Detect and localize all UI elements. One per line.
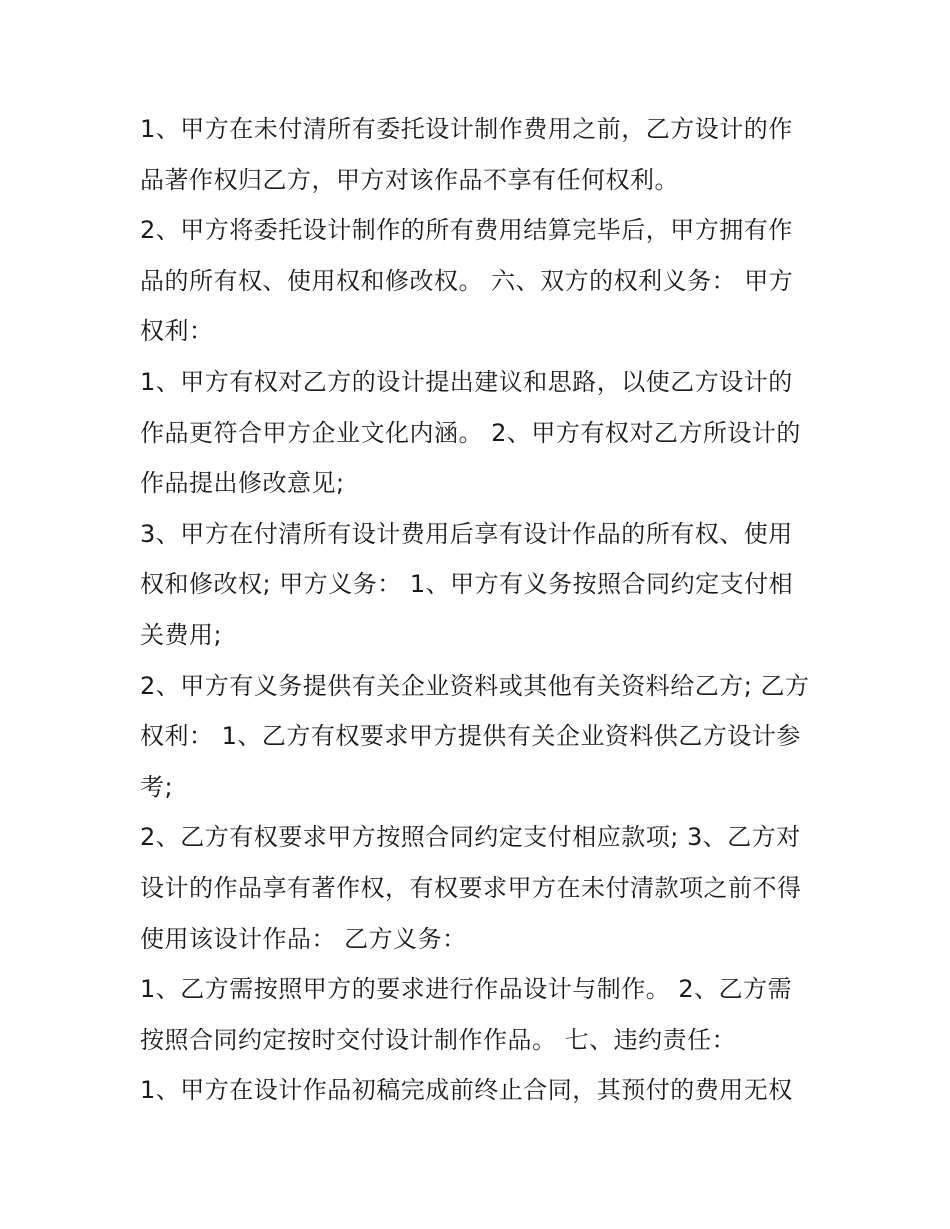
text-line: 设计的作品享有著作权，有权要求甲方在未付清款项之前不得 <box>140 873 802 902</box>
text-line: 2、甲方有义务提供有关企业资料或其他有关资料给乙方; 乙方 <box>140 671 810 700</box>
text-line: 2、甲方将委托设计制作的所有费用结算完毕后，甲方拥有作 <box>140 216 793 245</box>
text-line: 考; <box>140 772 174 801</box>
text-line: 1、甲方有权对乙方的设计提出建议和思路，以使乙方设计的 <box>140 367 793 396</box>
text-line: 权利： <box>140 317 214 346</box>
text-line: 按照合同约定按时交付设计制作作品。 七、违约责任： <box>140 1025 737 1054</box>
text-line: 品著作权归乙方，甲方对该作品不享有任何权利。 <box>140 165 679 194</box>
text-line: 2、乙方有权要求甲方按照合同约定支付相应款项; 3、乙方对 <box>140 823 801 852</box>
document-body <box>140 104 820 1116</box>
text-line: 关费用; <box>140 620 223 649</box>
text-line: 权利： 1、乙方有权要求甲方提供有关企业资料供乙方设计参 <box>140 722 801 751</box>
text-line: 品的所有权、使用权和修改权。 六、双方的权利义务： 甲方 <box>140 266 794 295</box>
text-line: 作品更符合甲方企业文化内涵。 2、甲方有权对乙方所设计的 <box>140 418 801 447</box>
text-line: 3、甲方在付清所有设计费用后享有设计作品的所有权、使用 <box>140 519 793 548</box>
document-text <box>140 104 820 1116</box>
text-line: 使用该设计作品： 乙方义务： <box>140 924 467 953</box>
text-line: 权和修改权; 甲方义务： 1、甲方有义务按照合同约定支付相 <box>140 570 794 599</box>
text-line: 1、甲方在设计作品初稿完成前终止合同，其预付的费用无权 <box>140 1076 793 1105</box>
text-line: 作品提出修改意见; <box>140 469 345 498</box>
text-line: 1、乙方需按照甲方的要求进行作品设计与制作。 2、乙方需 <box>140 975 793 1004</box>
text-line: 1、甲方在未付清所有委托设计制作费用之前，乙方设计的作 <box>140 115 793 143</box>
